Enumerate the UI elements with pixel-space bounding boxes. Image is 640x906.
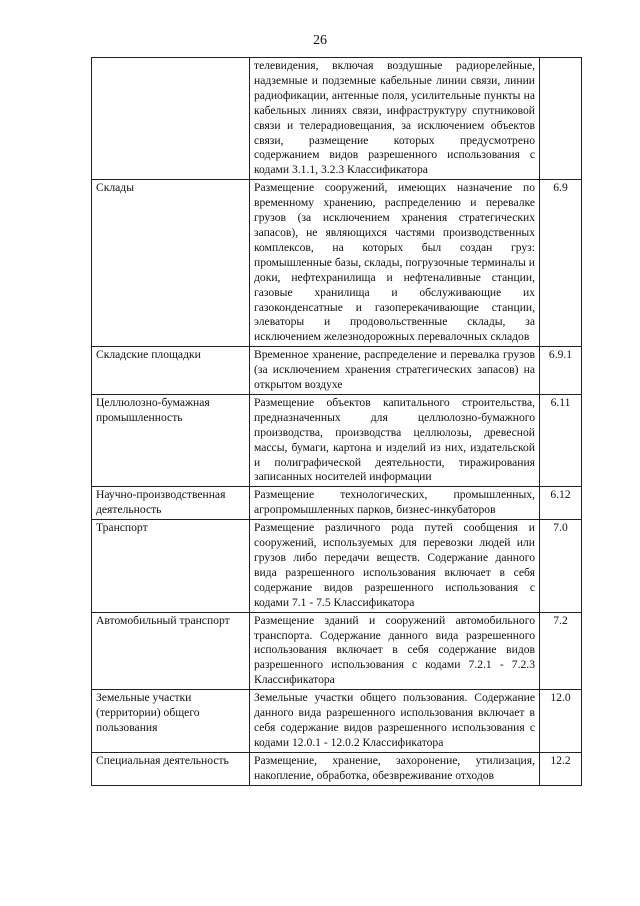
row-name: Научно-производственная деятельность: [92, 487, 250, 520]
row-name: Склады: [92, 180, 250, 347]
row-code: 12.2: [540, 752, 582, 785]
table-row: [92, 487, 582, 520]
row-description: Размещение зданий и сооружений автомобильного транспорта. Содержание данного вида разрешенного использования включает в себя содержание видов разрешенного использования с кодами 7.2.1 - 7.2.3 Классификатора: [250, 612, 540, 690]
row-description: Размещение различного рода путей сообщения и сооружений, используемых для перевозки людей или грузов либо передачи веществ. Содержание данного вида разрешенного использования включает в себя содержание видов разрешенного использования с кодами 7.1 - 7.5 Классификатора: [250, 520, 540, 612]
row-code: 7.0: [540, 520, 582, 612]
row-description: телевидения, включая воздушные радиорелейные, надземные и подземные кабельные линии связи, линии радиофикации, антенные поля, усилительные пункты на кабельных линиях связи, инфраструктуру спутниковой связи и телерадиовещания, за исключением объектов связи, размещение которых предусмотрено содержанием видов разрешенного использования с кодами 3.1.1, 3.2.3 Классификатора: [250, 58, 540, 180]
row-description: Размещение объектов капитального строительства, предназначенных для целлюлозно-бумажного производства, производства целлюлозы, древесной массы, бумаги, картона и изделий из них, издательской и полиграфической деятельности, тиражирования записанных носителей информации: [250, 394, 540, 486]
table-row: [92, 752, 582, 785]
row-name: [92, 58, 250, 180]
table-row: [92, 520, 582, 612]
table-row: [92, 612, 582, 690]
row-name: Специальная деятельность: [92, 752, 250, 785]
row-code: 6.11: [540, 394, 582, 486]
row-name: Транспорт: [92, 520, 250, 612]
table-row: [92, 690, 582, 753]
row-name: Автомобильный транспорт: [92, 612, 250, 690]
row-description-text: Размещение, хранение, захоронение, утилизация, накопление, обработка, обезвреживание отходов: [254, 753, 535, 782]
row-code: 6.9.1: [540, 347, 582, 395]
table-row: [92, 394, 582, 486]
table-row: [92, 58, 582, 180]
row-code: 7.2: [540, 612, 582, 690]
row-description: Земельные участки общего пользования. Содержание данного вида разрешенного использования включает в себя содержание видов разрешенного использования с кодами 12.0.1 - 12.0.2 Классификатора: [250, 690, 540, 753]
row-description: Размещение сооружений, имеющих назначение по временному хранению, распределению и перевалке грузов (за исключением хранения стратегических запасов), не являющихся частями производственных комплексов, на которых был создан груз: промышленные базы, склады, погрузочные терминалы и доки, нефтехранилища и нефтеналивные станции, газовые хранилища и обслуживающие их газоконденсатные и газоперекачивающие станции, элеваторы и продовольственные склады, за исключением железнодорожных перевалочных складов: [250, 180, 540, 347]
row-code: 6.12: [540, 487, 582, 520]
row-description: [250, 752, 540, 785]
row-name: Земельные участки (территории) общего пользования: [92, 690, 250, 753]
page-number: 26: [313, 33, 327, 48]
table-row: [92, 347, 582, 395]
row-code: 6.9: [540, 180, 582, 347]
row-description: Временное хранение, распределение и перевалка грузов (за исключением хранения стратегических запасов) на открытом воздухе: [250, 347, 540, 395]
row-code: 12.0: [540, 690, 582, 753]
table-row: [92, 180, 582, 347]
row-name: Целлюлозно-бумажная промышленность: [92, 394, 250, 486]
row-description: Размещение технологических, промышленных, агропромышленных парков, бизнес-инкубаторов: [250, 487, 540, 520]
row-name: Складские площадки: [92, 347, 250, 395]
land-use-table: [91, 57, 582, 786]
row-code: [540, 58, 582, 180]
